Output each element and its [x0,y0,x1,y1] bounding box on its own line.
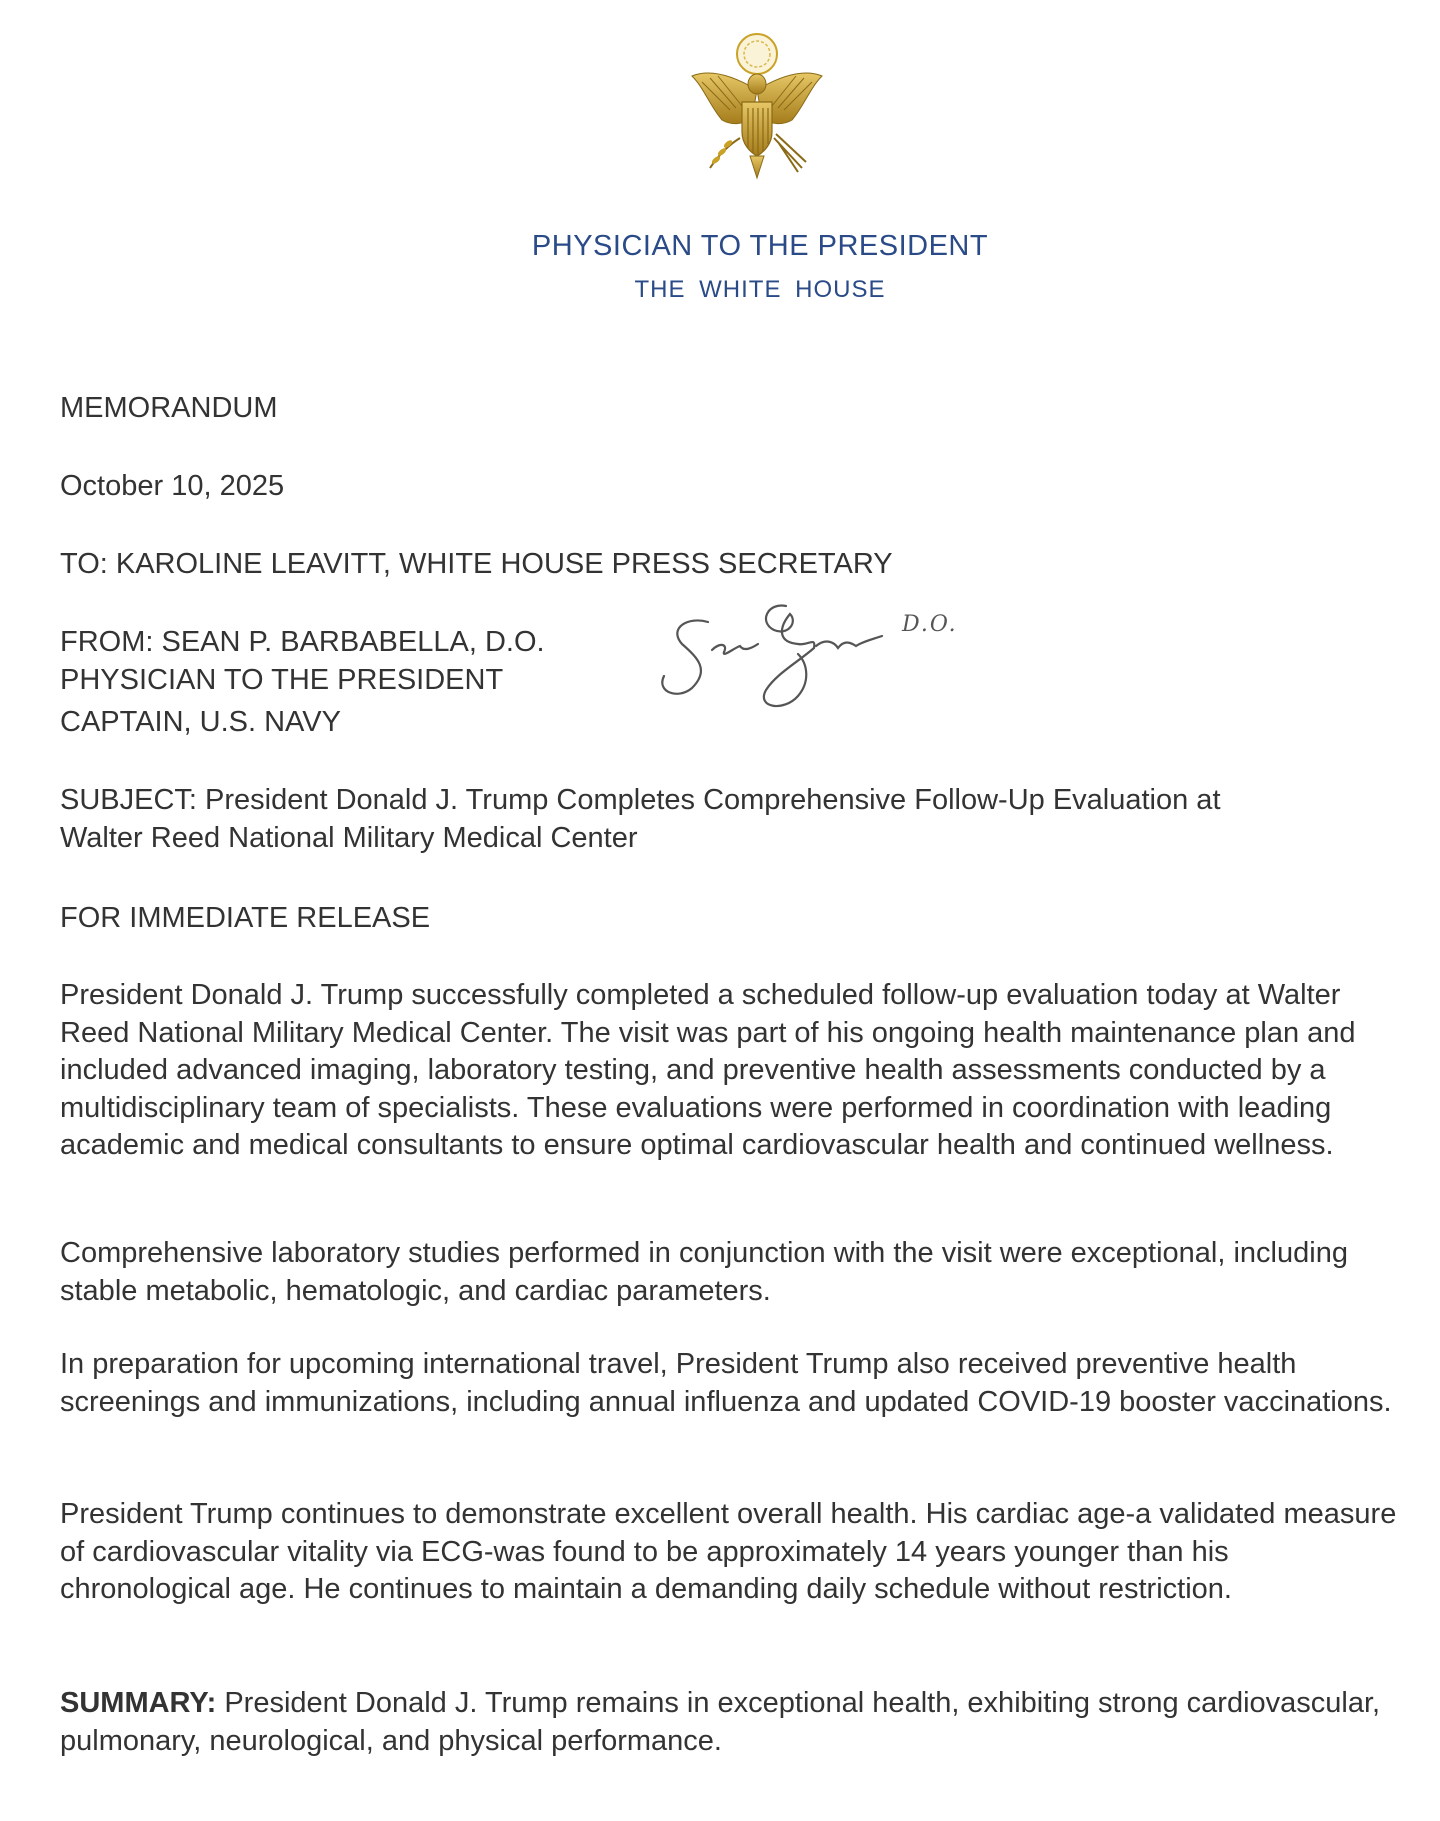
handwritten-signature [648,592,978,714]
memo-release: FOR IMMEDIATE RELEASE [60,902,431,934]
memo-paragraph-2: Comprehensive laboratory studies performed in conjunction with the visit were exceptional, including stable metabolic, hematologic, and cardiac parameters. [60,1237,1348,1307]
presidential-seal-icon [682,28,832,188]
memo-date: October 10, 2025 [60,470,285,502]
letterhead-subtitle: THE WHITE HOUSE [634,276,886,303]
memo-subject-line-2: Walter Reed National Military Medical Center [60,822,638,854]
summary-text: President Donald J. Trump remains in exceptional health, exhibiting strong cardiovascular, pulmonary, neurological, and physical performance. [60,1687,1381,1757]
memo-subject-line-1: SUBJECT: President Donald J. Trump Completes Comprehensive Follow-Up Evaluation at [60,784,1221,816]
memo-heading: MEMORANDUM [60,392,278,424]
memo-paragraph-4: President Trump continues to demonstrate excellent overall health. His cardiac age-a validated measure of cardiovascular vitality via ECG-was found to be approximately 14 years younger than his chronological age. He continues to maintain a demanding daily schedule without restriction. [60,1498,1397,1605]
letterhead-title: PHYSICIAN TO THE PRESIDENT [531,230,989,262]
signature-credential: D.O. [902,612,958,637]
memo-paragraph-1: President Donald J. Trump successfully completed a scheduled follow-up evaluation today at Walter Reed National Military Medical Center. The visit was part of his ongoing health maintenance plan and included advanced imaging, laboratory testing, and preventive health assessments conducted by a multidisciplinary team of specialists. These evaluations were performed in coordination with leading academic and medical consultants to ensure optimal cardiovascular health and continued wellness. [60,979,1356,1161]
memo-summary [60,1685,1400,1760]
memo-paragraph-3: In preparation for upcoming international travel, President Trump also received preventive health screenings and immunizations, including annual influenza and updated COVID-19 booster vaccinations. [60,1348,1392,1418]
memo-from-rank: CAPTAIN, U.S. NAVY [60,706,341,738]
memo-from: FROM: SEAN P. BARBABELLA, D.O. [60,626,545,658]
memo-to: TO: KAROLINE LEAVITT, WHITE HOUSE PRESS SECRETARY [60,548,893,580]
summary-label: SUMMARY: [60,1687,217,1719]
memo-from-title: PHYSICIAN TO THE PRESIDENT [60,664,504,696]
